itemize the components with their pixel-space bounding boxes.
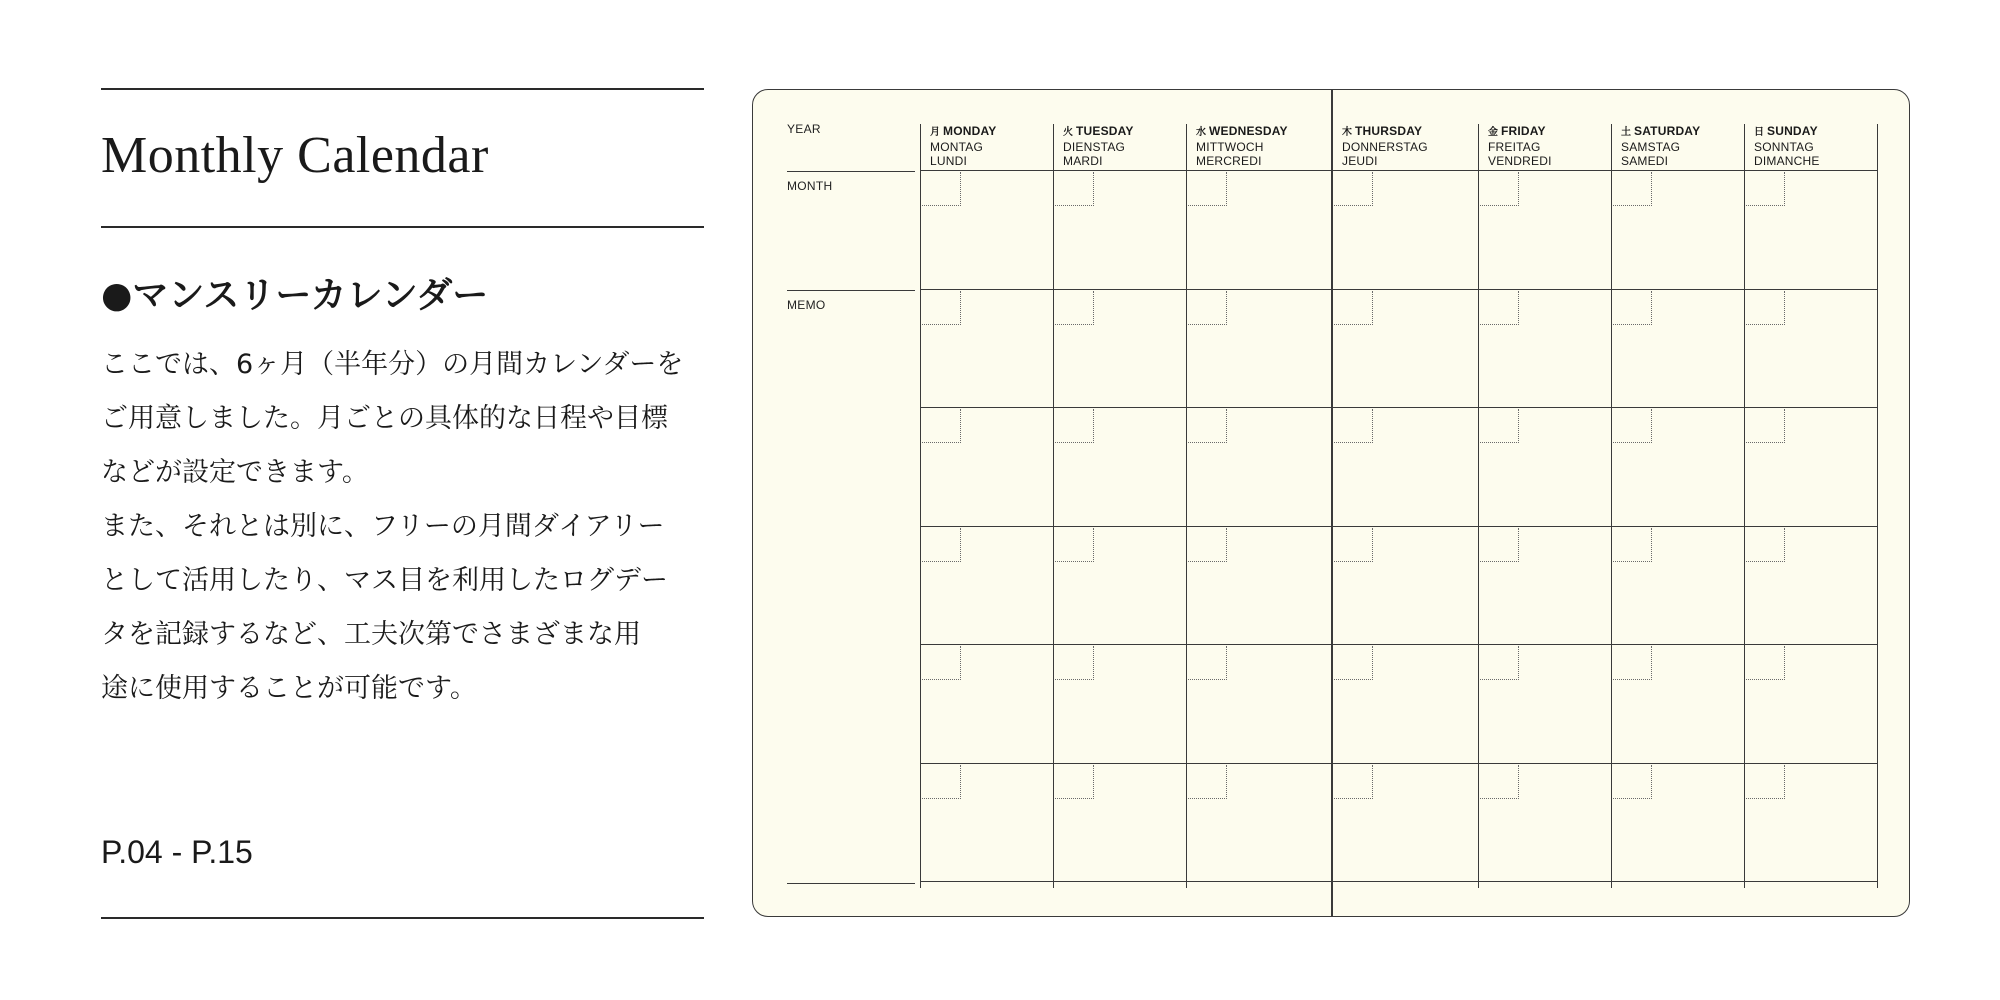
date-box	[1746, 528, 1785, 562]
date-box	[922, 172, 961, 206]
grid-horizontal-line	[920, 289, 1877, 290]
day-name-en: MONDAY	[943, 124, 997, 138]
date-box	[1055, 765, 1094, 799]
date-box	[1746, 765, 1785, 799]
date-box	[1334, 172, 1373, 206]
date-box	[1613, 291, 1652, 325]
date-box	[1480, 646, 1519, 680]
grid-vertical-line	[1611, 124, 1612, 888]
bottom-rule	[101, 917, 704, 919]
description-line: また、それとは別に、フリーの月間ダイアリー	[101, 511, 665, 542]
date-box	[1188, 765, 1227, 799]
date-box	[1613, 172, 1652, 206]
date-box	[1613, 646, 1652, 680]
date-box	[1480, 172, 1519, 206]
date-box	[1334, 646, 1373, 680]
day-name-en: FRIDAY	[1501, 124, 1546, 138]
description-line: として活用したり、マス目を利用したログデー	[101, 565, 668, 596]
grid-horizontal-line	[920, 881, 1877, 882]
date-box	[1188, 646, 1227, 680]
date-box	[1613, 528, 1652, 562]
date-box	[1055, 172, 1094, 206]
description-line: ご用意しました。月ごとの具体的な日程や目標	[101, 403, 668, 434]
grid-vertical-line	[1053, 124, 1054, 888]
date-box	[922, 409, 961, 443]
title-rule	[101, 226, 704, 228]
day-name-fr: MERCREDI	[1196, 154, 1262, 168]
day-name-en: SATURDAY	[1634, 124, 1701, 138]
day-header-friday	[1488, 124, 1552, 168]
grid-vertical-line	[1744, 124, 1745, 888]
day-name-de: DONNERSTAG	[1342, 140, 1428, 154]
day-kanji: 月	[930, 127, 940, 138]
day-name-de: MONTAG	[930, 140, 983, 154]
day-name-fr: DIMANCHE	[1754, 154, 1820, 168]
day-kanji: 水	[1196, 127, 1206, 138]
day-name-en: TUESDAY	[1076, 124, 1134, 138]
day-name-de: SONNTAG	[1754, 140, 1814, 154]
top-rule	[101, 88, 704, 90]
day-name-de: MITTWOCH	[1196, 140, 1264, 154]
date-box	[1188, 528, 1227, 562]
date-box	[922, 646, 961, 680]
date-box	[1480, 409, 1519, 443]
grid-vertical-line	[1186, 124, 1187, 888]
description-line: ここでは、6ヶ月（半年分）の月間カレンダーを	[101, 349, 684, 380]
description-line: 途に使用することが可能です。	[101, 673, 477, 704]
date-box	[1334, 765, 1373, 799]
section-subtitle: ●マンスリーカレンダー	[101, 275, 489, 316]
grid-horizontal-line	[920, 526, 1877, 527]
date-box	[1480, 765, 1519, 799]
day-kanji: 金	[1488, 127, 1498, 138]
day-name-fr: VENDREDI	[1488, 154, 1552, 168]
date-box	[1055, 291, 1094, 325]
date-box	[1746, 172, 1785, 206]
date-box	[922, 291, 961, 325]
page-title: Monthly Calendar	[101, 127, 489, 184]
date-box	[1334, 409, 1373, 443]
date-box	[1480, 528, 1519, 562]
date-box	[922, 528, 961, 562]
day-header-thursday	[1342, 124, 1428, 168]
grid-vertical-line	[1332, 124, 1333, 888]
grid-vertical-line	[920, 124, 921, 888]
day-name-fr: SAMEDI	[1621, 154, 1669, 168]
day-name-fr: LUNDI	[930, 154, 968, 168]
memo-label: MEMO	[787, 298, 826, 312]
date-box	[1613, 409, 1652, 443]
date-box	[1188, 291, 1227, 325]
date-box	[1613, 765, 1652, 799]
page-range: P.04 - P.15	[101, 834, 253, 870]
year-rule	[787, 171, 915, 172]
date-box	[1746, 409, 1785, 443]
date-box	[1746, 291, 1785, 325]
date-box	[922, 765, 961, 799]
day-kanji: 木	[1342, 127, 1352, 138]
description-line: タを記録するなど、工夫次第でさまざまな用	[101, 619, 641, 650]
year-label: YEAR	[787, 122, 821, 136]
grid-horizontal-line	[920, 644, 1877, 645]
date-box	[1334, 528, 1373, 562]
day-name-en: THURSDAY	[1355, 124, 1423, 138]
date-box	[1480, 291, 1519, 325]
date-box	[1055, 409, 1094, 443]
date-box	[1055, 528, 1094, 562]
date-box	[1188, 172, 1227, 206]
calendar-spread	[752, 89, 1910, 917]
month-rule	[787, 290, 915, 291]
day-header-monday	[930, 124, 996, 168]
day-header-tuesday	[1063, 124, 1134, 168]
grid-vertical-line	[1478, 124, 1479, 888]
day-header-wednesday	[1196, 124, 1288, 168]
day-name-de: FREITAG	[1488, 140, 1541, 154]
day-name-fr: JEUDI	[1342, 154, 1378, 168]
day-name-en: WEDNESDAY	[1209, 124, 1288, 138]
grid-horizontal-line	[920, 763, 1877, 764]
date-box	[1188, 409, 1227, 443]
description-line: などが設定できます。	[101, 457, 369, 488]
date-box	[1746, 646, 1785, 680]
day-kanji: 日	[1754, 127, 1764, 138]
grid-horizontal-line	[920, 170, 1877, 171]
date-box	[1334, 291, 1373, 325]
grid-vertical-line	[1877, 124, 1878, 888]
day-kanji: 土	[1621, 127, 1631, 138]
month-label: MONTH	[787, 179, 833, 193]
day-name-de: SAMSTAG	[1621, 140, 1681, 154]
calendar-grid	[920, 124, 1877, 888]
grid-horizontal-line	[920, 407, 1877, 408]
day-name-fr: MARDI	[1063, 154, 1103, 168]
description	[101, 338, 711, 716]
day-kanji: 火	[1063, 127, 1073, 138]
day-name-en: SUNDAY	[1767, 124, 1818, 138]
memo-bottom-rule	[787, 883, 915, 884]
date-box	[1055, 646, 1094, 680]
day-name-de: DIENSTAG	[1063, 140, 1126, 154]
day-header-sunday	[1754, 124, 1820, 168]
day-header-saturday	[1621, 124, 1700, 168]
